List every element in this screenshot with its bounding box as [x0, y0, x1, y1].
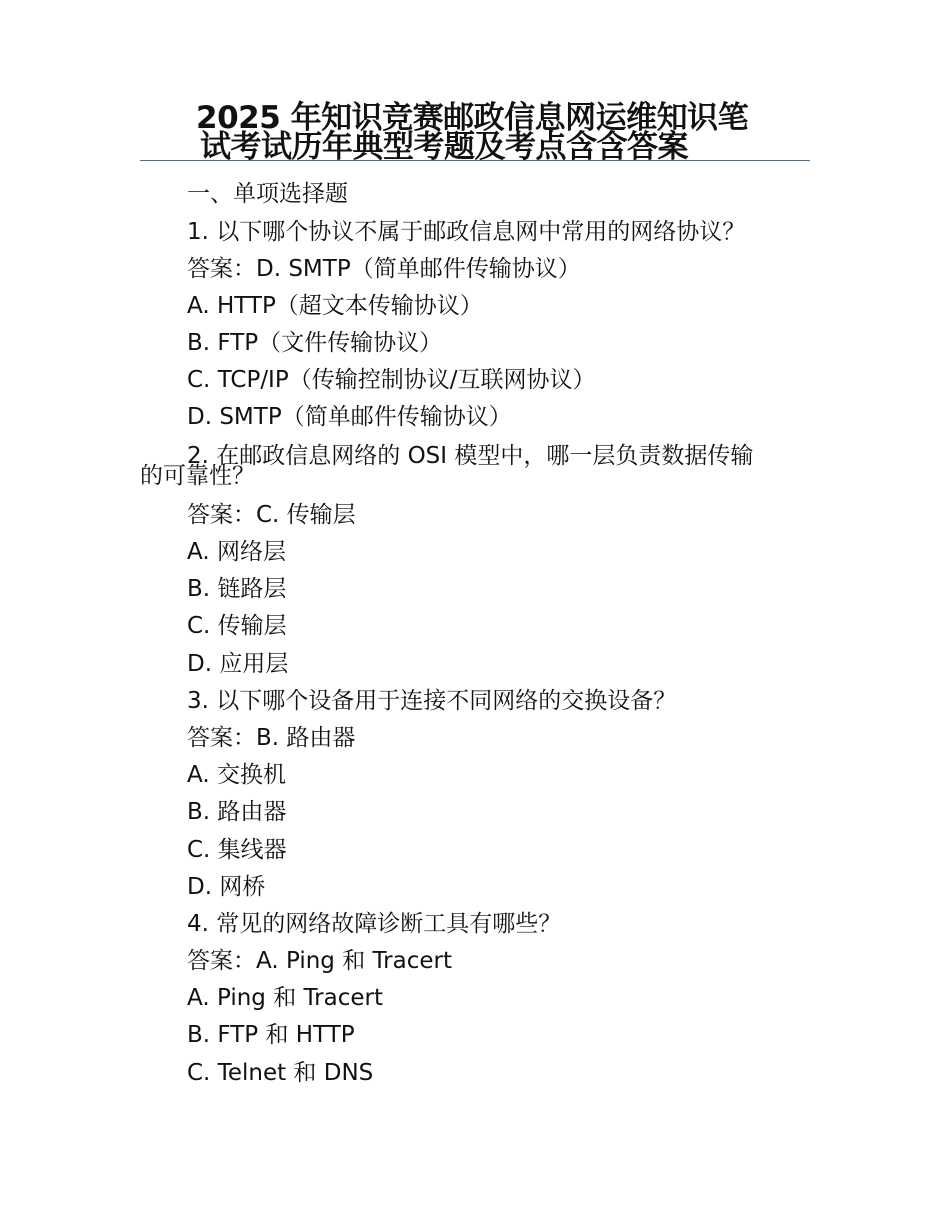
- q3-option-a: A. 交换机: [187, 762, 286, 788]
- q2-option-a: A. 网络层: [187, 539, 286, 565]
- question-2-line-1: 2. 在邮政信息网络的 OSI 模型中，哪一层负责数据传输: [187, 443, 754, 469]
- section-heading: 一、单项选择题: [187, 181, 348, 207]
- q1-option-d: D. SMTP（简单邮件传输协议）: [187, 404, 512, 430]
- q1-option-a: A. HTTP（超文本传输协议）: [187, 293, 483, 319]
- q1-option-b: B. FTP（文件传输协议）: [187, 330, 443, 356]
- q4-option-c: C. Telnet 和 DNS: [187, 1060, 374, 1086]
- q3-option-d: D. 网桥: [187, 874, 266, 900]
- q4-option-a: A. Ping 和 Tracert: [187, 985, 383, 1011]
- q1-option-c: C. TCP/IP（传输控制协议/互联网协议）: [187, 367, 596, 393]
- q3-option-b: B. 路由器: [187, 799, 287, 825]
- question-3: 3. 以下哪个设备用于连接不同网络的交换设备？: [187, 688, 677, 714]
- q3-option-c: C. 集线器: [187, 837, 287, 863]
- answer-3: 答案：B. 路由器: [187, 725, 356, 751]
- q2-option-d: D. 应用层: [187, 651, 289, 677]
- answer-1: 答案：D. SMTP（简单邮件传输协议）: [187, 256, 581, 282]
- question-2-line-2: 的可靠性？: [140, 463, 255, 489]
- question-2: [140, 443, 800, 489]
- document-title: [140, 100, 810, 165]
- q4-option-b: B. FTP 和 HTTP: [187, 1022, 355, 1048]
- title-line-2: 试考试历年典型考题及考点含含答案: [200, 129, 688, 165]
- answer-2: 答案：C. 传输层: [187, 502, 356, 528]
- title-line-1: 2025 年知识竞赛邮政信息网运维知识笔: [196, 100, 749, 136]
- q2-option-c: C. 传输层: [187, 613, 287, 639]
- question-4: 4. 常见的网络故障诊断工具有哪些？: [187, 911, 562, 937]
- q2-option-b: B. 链路层: [187, 576, 287, 602]
- title-underline-divider: [140, 160, 810, 161]
- answer-4: 答案：A. Ping 和 Tracert: [187, 948, 452, 974]
- question-1: 1. 以下哪个协议不属于邮政信息网中常用的网络协议？: [187, 219, 746, 245]
